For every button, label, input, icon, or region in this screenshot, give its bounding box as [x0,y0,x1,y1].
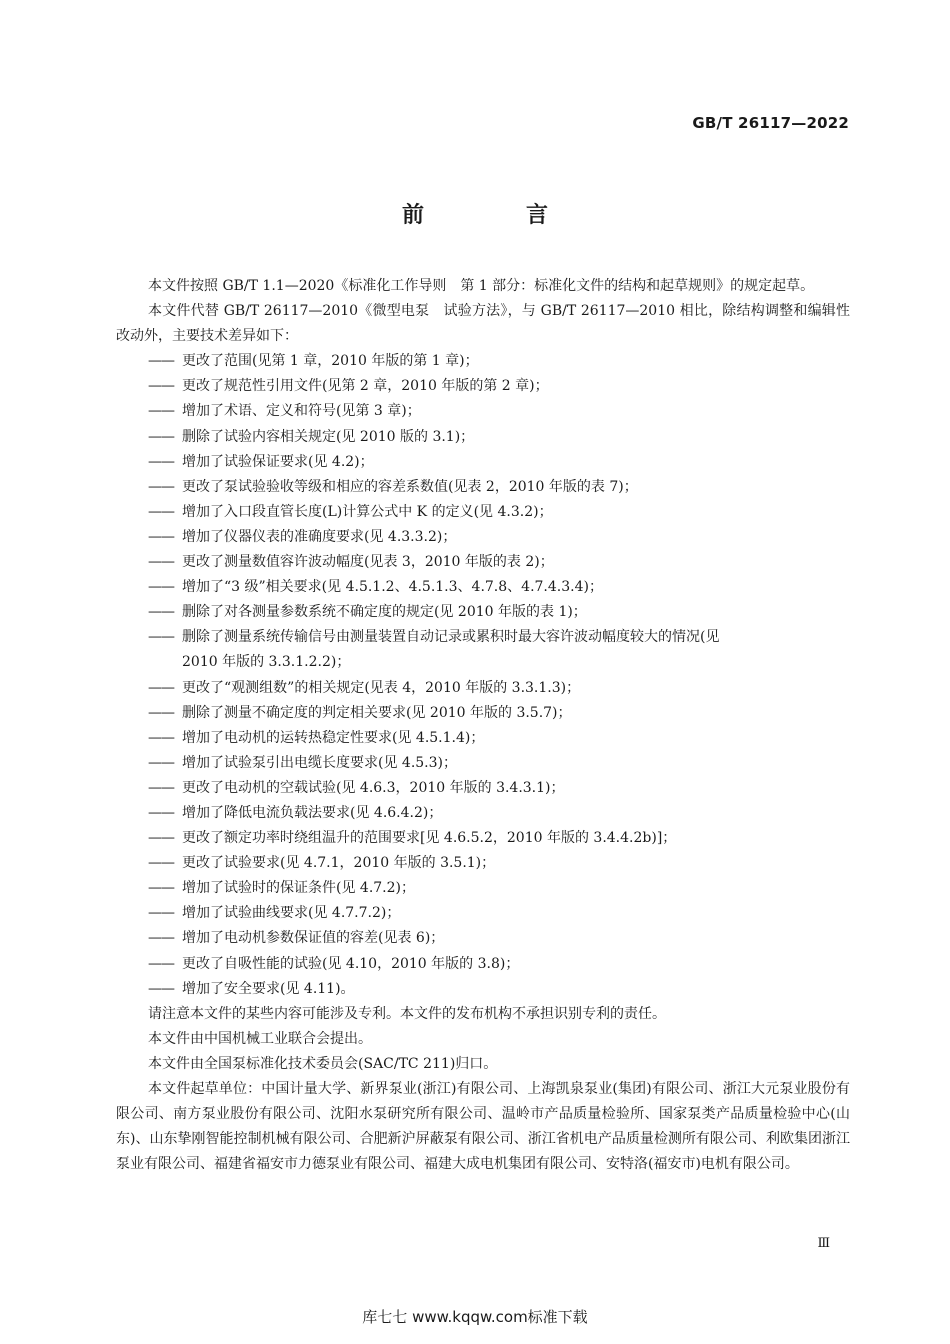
dash-marker: —— [148,503,174,520]
change-item [116,952,850,977]
paragraph-drafting-basis: 本文件按照 GB/T 1.1—2020《标准化工作导则 第 1 部分：标准化文件的结构和起草规则》的规定起草。 [148,278,815,294]
dash-marker: —— [148,604,174,621]
change-item [116,776,850,801]
change-text: 增加了试验时的保证条件(见 4.7.2)； [182,880,415,897]
page-number: Ⅲ [817,1236,830,1251]
dash-marker: —— [148,930,174,947]
change-item [116,349,850,374]
change-item [116,676,850,701]
change-text: 更改了电动机的空载试验(见 4.6.3，2010 年版的 3.4.3.1)； [182,779,565,796]
changes-list [116,349,850,1001]
change-text: 更改了范围(见第 1 章，2010 年版的第 1 章)； [182,353,479,370]
change-text: 删除了对各测量参数系统不确定度的规定(见 2010 年版的表 1)； [182,604,587,621]
dash-marker: —— [148,980,174,997]
dash-marker: —— [148,528,174,545]
dash-marker: —— [148,453,174,470]
change-text: 更改了自吸性能的试验(见 4.10，2010 年版的 3.8)； [182,955,520,972]
change-item [116,600,850,625]
footer-watermark: 库七七 www.kqqw.com标准下载 [362,1308,588,1326]
change-item [116,751,850,776]
dash-marker: —— [148,403,174,420]
change-item [116,374,850,399]
paragraph-patent-notice: 请注意本文件的某些内容可能涉及专利。本文件的发布机构不承担识别专利的责任。 [148,1005,666,1022]
dash-marker: —— [148,955,174,972]
change-text-continued: 2010 年版的 3.3.1.2.2)； [182,654,351,671]
document-body [116,274,850,1177]
change-text: 更改了规范性引用文件(见第 2 章，2010 年版的第 2 章)； [182,378,549,395]
dash-marker: —— [148,579,174,596]
dash-marker: —— [148,704,174,721]
change-item [116,625,850,675]
paragraph-proposer: 本文件由中国机械工业联合会提出。 [148,1030,372,1047]
change-text: 删除了测量系统传输信号由测量装置自动记录或累积时最大容许波动幅度较大的情况(见 [182,629,720,646]
change-text: 增加了电动机参数保证值的容差(见表 6)； [182,930,445,947]
dash-marker: —— [148,729,174,746]
change-text: 增加了术语、定义和符号(见第 3 章)； [182,403,421,420]
change-text: 增加了入口段直管长度(L)计算公式中 K 的定义(见 4.3.2)； [182,503,553,520]
paragraph-replacement-note: 本文件代替 GB/T 26117—2010《微型电泵 试验方法》，与 GB/T 26117—2010 相比，除结构调整和编辑性改动外，主要技术差异如下： [116,303,850,345]
change-item [116,525,850,550]
dash-marker: —— [148,779,174,796]
change-text: 更改了泵试验验收等级和相应的容差系数值(见表 2，2010 年版的表 7)； [182,478,638,495]
change-text: 增加了试验保证要求(见 4.2)； [182,453,374,470]
change-item [116,701,850,726]
change-text: 增加了降低电流负载法要求(见 4.6.4.2)； [182,804,443,821]
dash-marker: —— [148,905,174,922]
paragraph-drafting-units: 本文件起草单位：中国计量大学、新界泵业(浙江)有限公司、上海凯泉泵业(集团)有限公司、浙江大元泵业股份有限公司、南方泵业股份有限公司、沈阳水泵研究所有限公司、温岭市产品质量检验所、国家泵类产品质量检验中心(山东)、山东挚刚智能控制机械有限公司、合肥新沪屏蔽泵有限公司、浙江省机电产品质量检测所有限公司、利欧集团浙江泵业有限公司、福建省福安市力德泵业有限公司、福建大成电机集团有限公司、安特洛(福安市)电机有限公司。 [116,1081,850,1173]
change-text: 更改了“观测组数”的相关规定(见表 4，2010 年版的 3.3.1.3)； [182,679,581,696]
change-text: 增加了仪器仪表的准确度要求(见 4.3.3.2)； [182,528,457,545]
change-item [116,977,850,1002]
change-text: 更改了额定功率时绕组温升的范围要求[见 4.6.5.2，2010 年版的 3.4.4.2b)]； [182,830,677,847]
dash-marker: —— [148,478,174,495]
dash-marker: —— [148,830,174,847]
change-item [116,826,850,851]
dash-marker: —— [148,428,174,445]
change-item [116,425,850,450]
change-item [116,876,850,901]
dash-marker: —— [148,855,174,872]
dash-marker: —— [148,880,174,897]
change-text: 删除了试验内容相关规定(见 2010 版的 3.1)； [182,428,475,445]
dash-marker: —— [148,629,174,646]
paragraph-technical-committee: 本文件由全国泵标准化技术委员会(SAC/TC 211)归口。 [148,1055,498,1072]
change-text: 增加了试验曲线要求(见 4.7.7.2)； [182,905,401,922]
change-text: 更改了试验要求(见 4.7.1，2010 年版的 3.5.1)； [182,855,496,872]
change-text: 增加了试验泵引出电缆长度要求(见 4.5.3)； [182,754,457,771]
standard-code: GB/T 26117—2022 [692,114,849,132]
change-item [116,901,850,926]
dash-marker: —— [148,804,174,821]
change-text: 增加了电动机的运转热稳定性要求(见 4.5.1.4)； [182,729,485,746]
change-item [116,399,850,424]
change-item [116,500,850,525]
page-title: 前 言 [401,203,588,228]
change-item [116,475,850,500]
change-text: 增加了“3 级”相关要求(见 4.5.1.2、4.5.1.3、4.7.8、4.7.4.3.4)； [182,579,603,596]
change-item [116,550,850,575]
change-item [116,851,850,876]
change-item [116,801,850,826]
change-text: 更改了测量数值容许波动幅度(见表 3，2010 年版的表 2)； [182,554,554,571]
dash-marker: —— [148,554,174,571]
change-text: 删除了测量不确定度的判定相关要求(见 2010 年版的 3.5.7)； [182,704,572,721]
change-item [116,575,850,600]
dash-marker: —— [148,378,174,395]
dash-marker: —— [148,353,174,370]
change-item [116,726,850,751]
dash-marker: —— [148,754,174,771]
change-item [116,450,850,475]
dash-marker: —— [148,679,174,696]
change-item [116,926,850,951]
change-text: 增加了安全要求(见 4.11)。 [182,980,355,997]
